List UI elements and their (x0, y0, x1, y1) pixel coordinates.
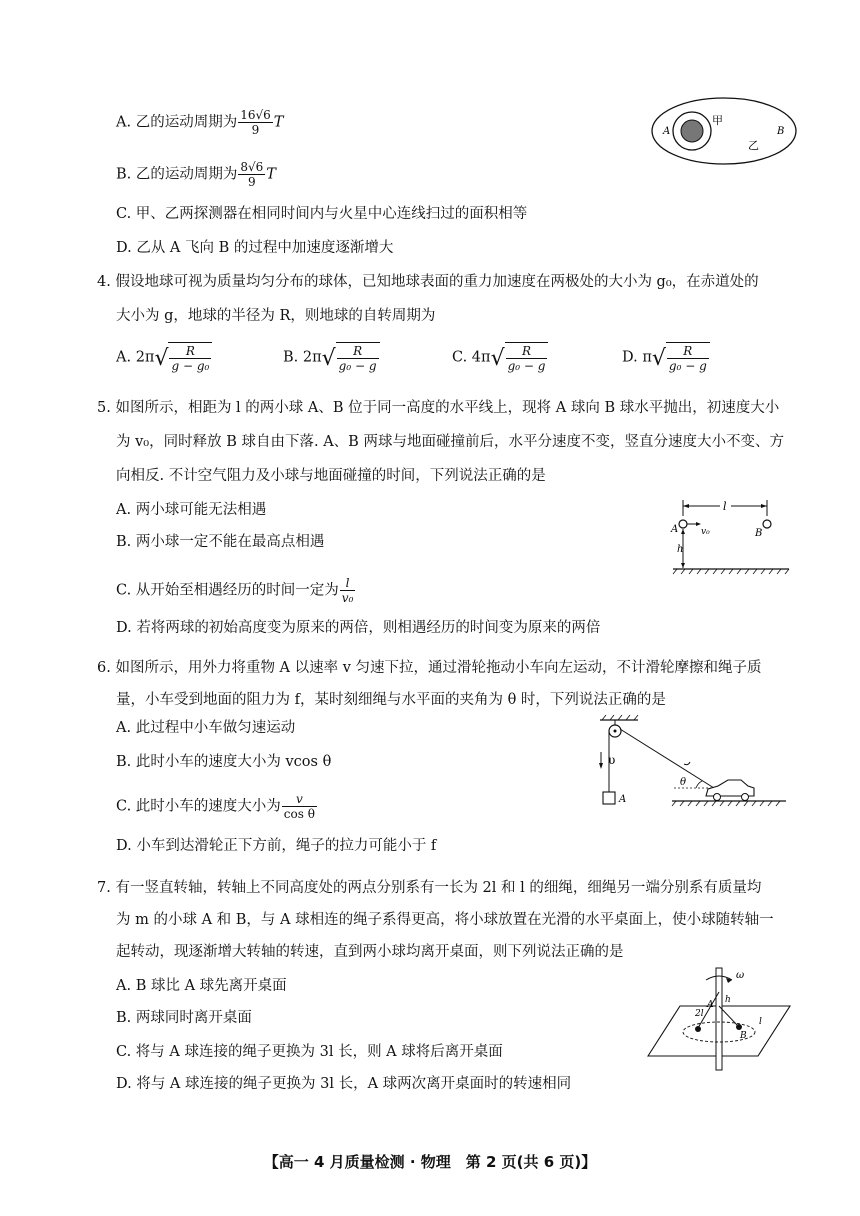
q4-stem-line1: 4. 假设地球可视为质量均匀分布的球体，已知地球表面的重力加速度在两极处的大小为 g₀，在赤道处的 (97, 274, 759, 290)
q3-option-d: D. 乙从 A 飞向 B 的过程中加速度逐渐增大 (116, 240, 394, 256)
q3-b-fraction (238, 160, 265, 189)
q4-c-prefix: C. 4π (452, 349, 491, 366)
q5-projectile-figure (665, 494, 795, 576)
fig5-label-l: l (723, 500, 727, 513)
ball-a-icon (679, 520, 687, 528)
q5-c-num: l (340, 576, 356, 591)
q3-option-a (116, 108, 283, 137)
fig5-label-v0: v₀ (701, 527, 710, 537)
q4-b-prefix: B. 2π (283, 349, 322, 366)
q7-option-d: D. 将与 A 球连接的绳子更换为 3l 长，A 球两次离开桌面时的转速相同 (116, 1076, 572, 1092)
q3-option-b (116, 160, 276, 189)
q4-d-num: R (667, 344, 709, 359)
q3-orbit-figure (663, 96, 798, 166)
q5-c-den: v₀ (341, 591, 354, 605)
q5-stem-line1: 5. 如图所示，相距为 l 的两小球 A、B 位于同一高度的水平线上，现将 A 球向 B 球水平抛出，初速度大小 (97, 400, 780, 416)
fig5-label-b: B (755, 528, 763, 539)
q3-a-num: 16√6 (240, 108, 271, 122)
q4-a-prefix: A. 2π (116, 349, 155, 366)
q7-option-c: C. 将与 A 球连接的绳子更换为 3l 长，则 A 球将后离开桌面 (116, 1044, 503, 1060)
q4-a-num: R (169, 344, 211, 359)
q5-c-fraction (340, 576, 356, 605)
q3-b-suffix: T (266, 166, 276, 183)
ball-b-icon (736, 1024, 742, 1030)
q4-a-sqrt: √ $\frac{R}{\text{g − g₀}}$ (154, 342, 212, 373)
q5-option-c (116, 576, 356, 605)
q6-c-fraction (282, 792, 317, 821)
fig7-label-omega: ω (736, 970, 745, 981)
fig3-label-b: B (777, 126, 785, 137)
q6-c-den: cos θ (283, 807, 315, 821)
q4-d-den: g₀ − g (668, 359, 707, 373)
q6-c-num: v (282, 792, 317, 807)
q5-option-d: D. 若将两球的初始高度变为原来的两倍，则相遇经历的时间变为原来的两倍 (116, 620, 601, 636)
q3-b-den: 9 (248, 175, 256, 189)
q7-stem-line3: 起转动，现逐渐增大转轴的转速，直到两小球均离开桌面，则下列说法正确的是 (116, 944, 624, 960)
weight-a-icon (603, 792, 615, 804)
q4-c-sqrt: √ $\frac{R}{\text{g₀ − g}}$ (491, 342, 549, 373)
q4-b-sqrt: √ $\frac{R}{\text{g₀ − g}}$ (322, 342, 380, 373)
fig6-label-v: υ (608, 753, 616, 767)
mars-icon (681, 120, 703, 142)
fig3-label-yi: 乙 (748, 139, 759, 152)
q3-a-text: A. 乙的运动周期为 (116, 114, 238, 131)
fig7-label-2l: 2l (695, 1009, 704, 1019)
fig6-label-theta: θ (680, 777, 687, 788)
q5-stem-line3: 向相反. 不计空气阻力及小球与地面碰撞的时间，下列说法正确的是 (116, 468, 546, 484)
fig6-label-a: A (619, 794, 627, 805)
q7-option-a: A. B 球比 A 球先离开桌面 (116, 978, 287, 994)
q4-d-prefix: D. π (622, 349, 652, 366)
q3-b-num: 8√6 (240, 160, 264, 174)
q4-option-a (116, 342, 212, 373)
fig7-label-a: A (707, 1000, 714, 1010)
ball-a-icon (695, 1026, 701, 1032)
q3-b-text: B. 乙的运动周期为 (116, 166, 238, 183)
fig5-label-a: A (671, 524, 679, 535)
q5-option-a: A. 两小球可能无法相遇 (116, 502, 267, 518)
q4-b-den: g₀ − g (338, 359, 377, 373)
q4-a-den: g − g₀ (171, 359, 210, 373)
q3-a-suffix: T (273, 114, 284, 131)
page-footer: 【高一 4 月质量检测 · 物理 第 2 页(共 6 页)】 (263, 1153, 597, 1171)
fig7-label-l: l (759, 1017, 762, 1027)
q4-b-num: R (337, 344, 379, 359)
q6-option-a: A. 此过程中小车做匀速运动 (116, 720, 296, 736)
fig7-label-h: h (725, 995, 731, 1005)
rope-line (620, 729, 714, 788)
q4-c-num: R (506, 344, 548, 359)
ball-b-icon (763, 520, 771, 528)
q6-stem-line2: 量，小车受到地面的阻力为 f，某时刻细绳与水平面的夹角为 θ 时，下列说法正确的是 (116, 692, 666, 708)
q5-option-b: B. 两小球一定不能在最高点相遇 (116, 534, 325, 550)
q6-pulley-figure (596, 712, 796, 812)
q6-c-prefix: C. 此时小车的速度大小为 (116, 798, 281, 815)
rotating-axis (716, 968, 722, 1070)
q6-stem-line1: 6. 如图所示，用外力将重物 A 以速率 v 匀速下拉，通过滑轮拖动小车向左运动，不计滑轮摩擦和绳子质 (97, 660, 762, 676)
q4-d-sqrt: √ $\frac{R}{\text{g₀ − g}}$ (652, 342, 710, 373)
fig5-label-h: h (677, 544, 684, 555)
q4-option-b (283, 342, 380, 373)
q4-c-den: g₀ − g (507, 359, 546, 373)
q3-a-den: 9 (251, 123, 260, 137)
q4-stem-line2: 大小为 g，地球的半径为 R，则地球的自转周期为 (116, 308, 436, 324)
q7-stem-line1: 7. 有一竖直转轴，转轴上不同高度处的两点分别系有一长为 2l 和 l 的细绳，细绳另一端分别系有质量均 (97, 880, 762, 896)
q3-a-fraction (238, 108, 273, 137)
car-icon (706, 780, 754, 801)
fig3-label-a: A (663, 126, 671, 137)
q5-stem-line2: 为 v₀，同时释放 B 球自由下落. A、B 两球与地面碰撞前后，水平分速度不变，竖直分速度大小不变、方 (116, 434, 784, 450)
q4-option-c (452, 342, 548, 373)
q6-option-c (116, 792, 318, 821)
q7-rotating-axis-figure (640, 966, 800, 1074)
fig7-label-b: B (740, 1031, 747, 1041)
q3-option-c: C. 甲、乙两探测器在相同时间内与火星中心连线扫过的面积相等 (116, 206, 528, 222)
q6-option-d: D. 小车到达滑轮正下方前，绳子的拉力可能小于 f (116, 838, 437, 854)
q4-option-d (622, 342, 710, 373)
fig3-label-jia: 甲 (712, 114, 723, 127)
q7-stem-line2: 为 m 的小球 A 和 B，与 A 球相连的绳子系得更高，将小球放置在光滑的水平桌面上，使小球随转轴一 (116, 912, 774, 928)
q5-c-prefix: C. 从开始至相遇经历的时间一定为 (116, 582, 339, 599)
q6-option-b: B. 此时小车的速度大小为 vcos θ (116, 754, 332, 770)
q7-option-b: B. 两球同时离开桌面 (116, 1010, 252, 1026)
